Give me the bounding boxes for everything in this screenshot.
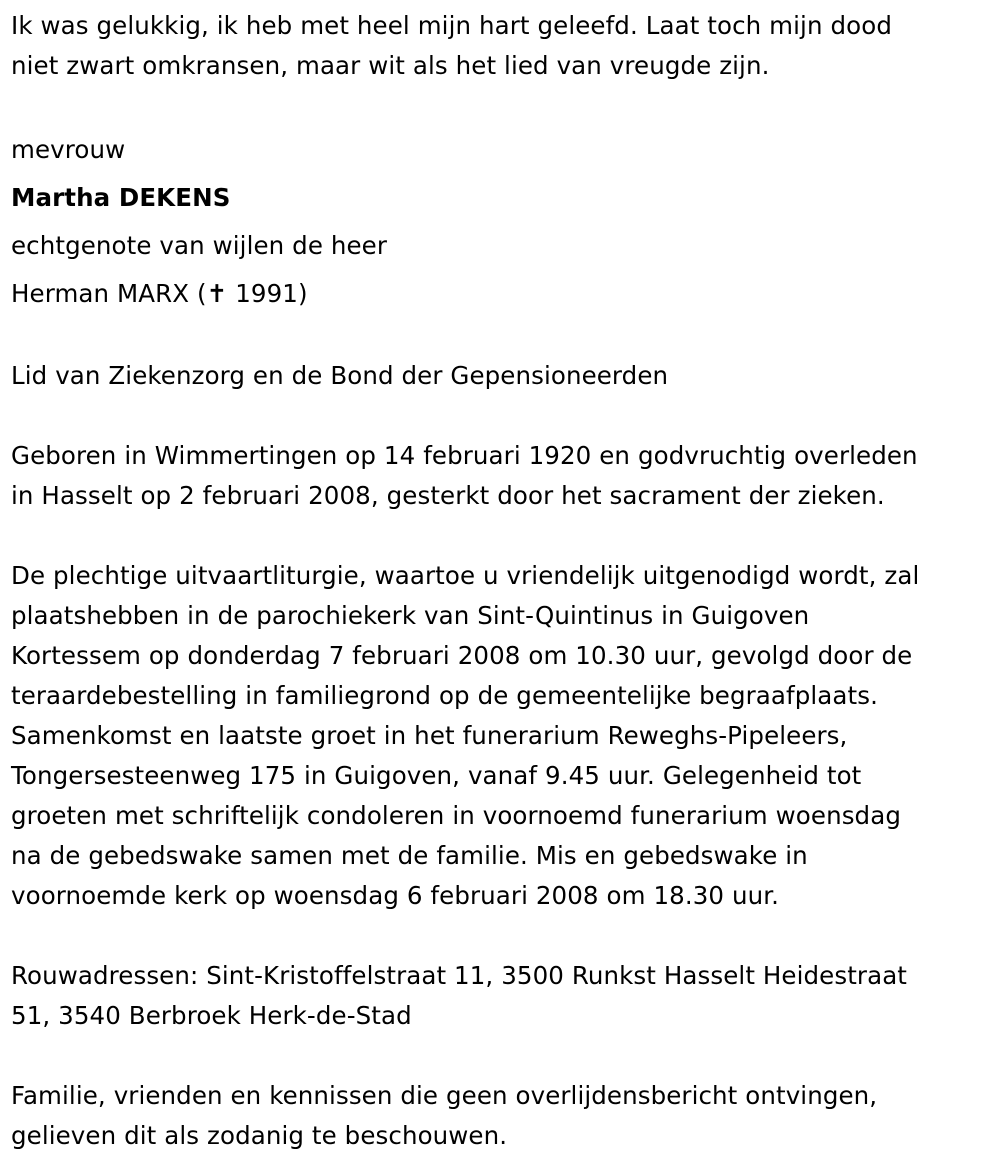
address-line: Rouwadressen: Sint-Kristoffelstraat 11, 3500 Runkst Hasselt Heidestraat [11, 961, 908, 990]
spouse-intro: echtgenote van wijlen de heer [11, 231, 388, 260]
spacer [11, 516, 991, 556]
deceased-block [11, 126, 991, 318]
funeral-line: plaatshebben in de parochiekerk van Sint-Quintinus in Guigoven [11, 601, 810, 630]
spacer [11, 86, 991, 126]
funeral-line: na de gebedswake samen met de familie. Mis en gebedswake in [11, 841, 808, 870]
spouse-name: Herman MARX (✝ 1991) [11, 279, 308, 308]
deceased-name: Martha DEKENS [11, 183, 231, 212]
closing-line: gelieven dit als zodanig te beschouwen. [11, 1121, 508, 1150]
birth-death-line: Geboren in Wimmertingen op 14 februari 1920 en godvruchtig overleden [11, 441, 918, 470]
addresses-paragraph [11, 956, 991, 1036]
spacer [11, 1036, 991, 1076]
membership-line: Lid van Ziekenzorg en de Bond der Gepensioneerden [11, 361, 669, 390]
poem-line: niet zwart omkransen, maar wit als het lied van vreugde zijn. [11, 51, 770, 80]
spacer [11, 396, 991, 436]
closing-line: Familie, vrienden en kennissen die geen overlijdensbericht ontvingen, [11, 1081, 878, 1110]
closing-paragraph [11, 1076, 991, 1156]
funeral-line: Kortessem op donderdag 7 februari 2008 om 10.30 uur, gevolgd door de [11, 641, 913, 670]
funeral-line: teraardebestelling in familiegrond op de gemeentelijke begraafplaats. [11, 681, 878, 710]
funeral-line: De plechtige uitvaartliturgie, waartoe u vriendelijk uitgenodigd wordt, zal [11, 561, 920, 590]
birth-death-line: in Hasselt op 2 februari 2008, gesterkt door het sacrament der zieken. [11, 481, 885, 510]
funeral-line: Tongersesteenweg 175 in Guigoven, vanaf 9.45 uur. Gelegenheid tot [11, 761, 862, 790]
obituary-notice [11, 6, 991, 1156]
spacer [11, 916, 991, 956]
birth-death-paragraph [11, 436, 991, 516]
honorific: mevrouw [11, 135, 126, 164]
funeral-line: groeten met schriftelijk condoleren in voornoemd funerarium woensdag [11, 801, 901, 830]
funeral-line: voornoemde kerk op woensdag 6 februari 2008 om 18.30 uur. [11, 881, 780, 910]
address-line: 51, 3540 Berbroek Herk-de-Stad [11, 1001, 412, 1030]
spacer [11, 318, 991, 356]
poem-paragraph [11, 6, 991, 86]
membership-paragraph [11, 356, 991, 396]
poem-line: Ik was gelukkig, ik heb met heel mijn hart geleefd. Laat toch mijn dood [11, 11, 892, 40]
funeral-paragraph [11, 556, 991, 916]
funeral-line: Samenkomst en laatste groet in het funerarium Reweghs-Pipeleers, [11, 721, 848, 750]
